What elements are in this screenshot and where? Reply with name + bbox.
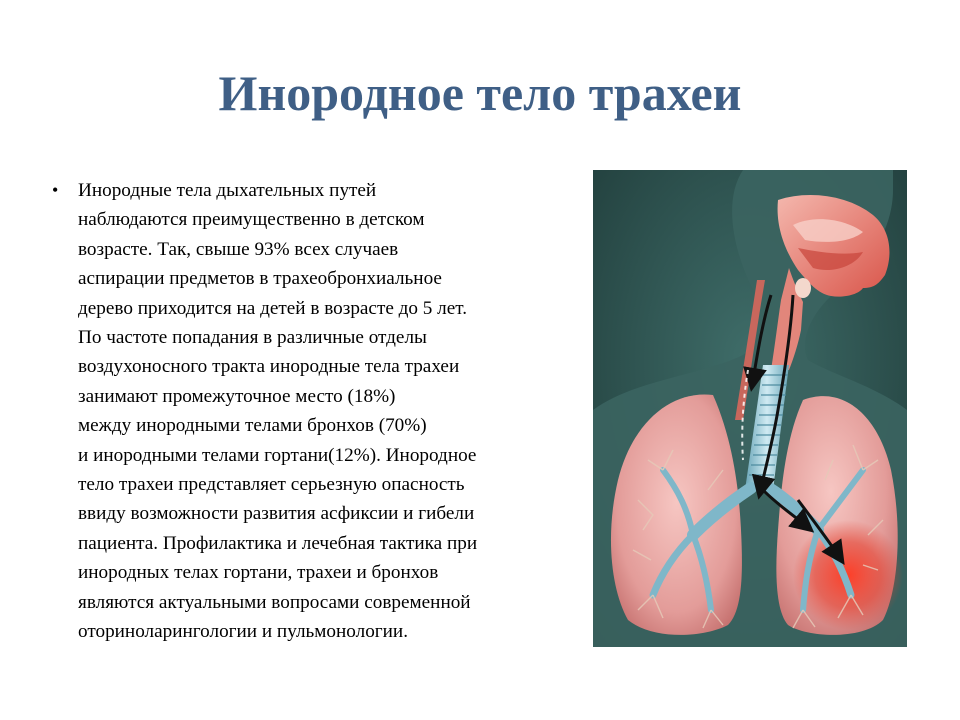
slide-title: Инородное тело трахеи (218, 65, 742, 121)
respiratory-tract-illustration (593, 170, 907, 647)
content-block (52, 176, 588, 647)
body-paragraph: Инородные тела дыхательных путей наблюдаются преимущественно в детском возрасте. Так, свыше 93% всех случаев аспирации предметов в трахеобронхиальное дерево приходится на детей в возрасте до 5 лет. По частоте попадания в различные отделы воздухоносного тракта инородные тела трахеи занимают промежуточное место (18%) между инородными телами бронхов (70%) и инородными телами гортани(12%). Инородное тело трахеи представляет серьезную опасность ввиду возможности развития асфиксии и гибели пациента. Профилактика и лечебная тактика при инородных телах гортани, трахеи и бронхов являются актуальными вопросами современной оториноларингологии и пульмонологии. (78, 180, 478, 643)
bullet-point: • (52, 180, 59, 200)
